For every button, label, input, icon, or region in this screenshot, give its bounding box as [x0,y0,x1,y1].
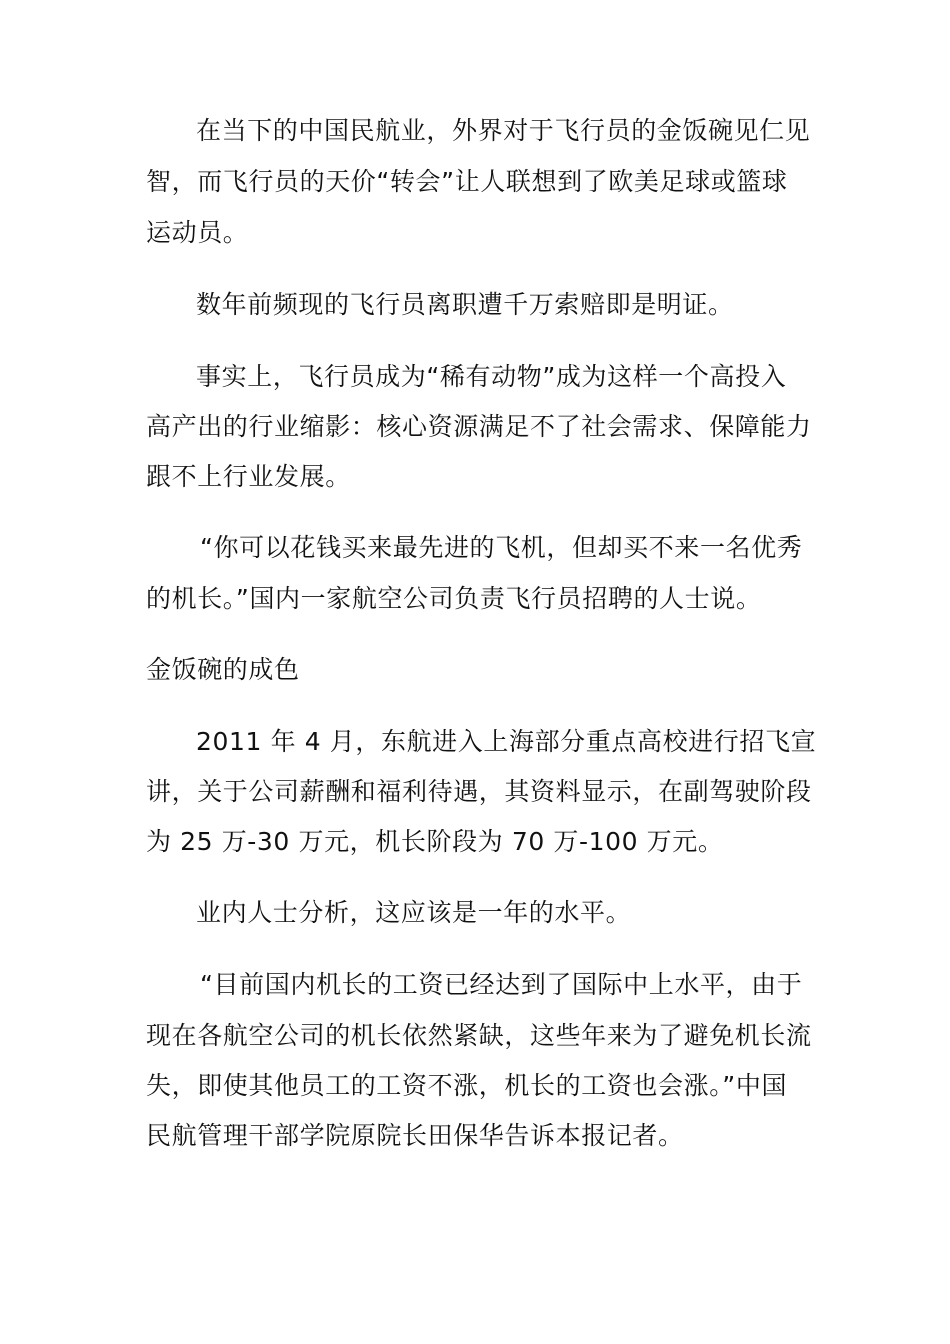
paragraph-5-line-3: 为 25 万-30 万元，机长阶段为 70 万-100 万元。 [146,827,724,856]
paragraph-5-line-1: 2011 年 4 月，东航进入上海部分重点高校进行招飞宣 [196,727,817,756]
paragraph-7-line-3: 失，即使其他员工的工资不涨，机长的工资也会涨。”中国 [146,1071,788,1100]
paragraph-3-line-2: 高产出的行业缩影：核心资源满足不了社会需求、保障能力 [146,412,812,441]
paragraph-5-line-2: 讲，关于公司薪酬和福利待遇，其资料显示，在副驾驶阶段 [146,777,812,806]
paragraph-1-line-2: 智，而飞行员的天价“转会”让人联想到了欧美足球或篮球 [146,167,788,196]
paragraph-3-line-1: 事实上，飞行员成为“稀有动物”成为这样一个高投入 [196,362,787,391]
paragraph-1-line-1: 在当下的中国民航业，外界对于飞行员的金饭碗见仁见 [196,116,811,145]
paragraph-7-line-2: 现在各航空公司的机长依然紧缺，这些年来为了避免机长流 [146,1021,812,1050]
section-heading: 金饭碗的成色 [146,655,300,684]
paragraph-7-line-1: “目前国内机长的工资已经达到了国际中上水平，由于 [200,970,803,999]
paragraph-3-line-3: 跟不上行业发展。 [146,462,351,491]
paragraph-6-line-1: 业内人士分析，这应该是一年的水平。 [196,898,632,927]
paragraph-7-line-4: 民航管理干部学院原院长田保华告诉本报记者。 [146,1121,684,1150]
paragraph-4-line-1: “你可以花钱买来最先进的飞机，但却买不来一名优秀 [200,533,803,562]
paragraph-4-line-2: 的机长。”国内一家航空公司负责飞行员招聘的人士说。 [146,584,762,613]
paragraph-1-line-3: 运动员。 [146,218,249,247]
paragraph-2-line-1: 数年前频现的飞行员离职遭千万索赔即是明证。 [196,290,734,319]
